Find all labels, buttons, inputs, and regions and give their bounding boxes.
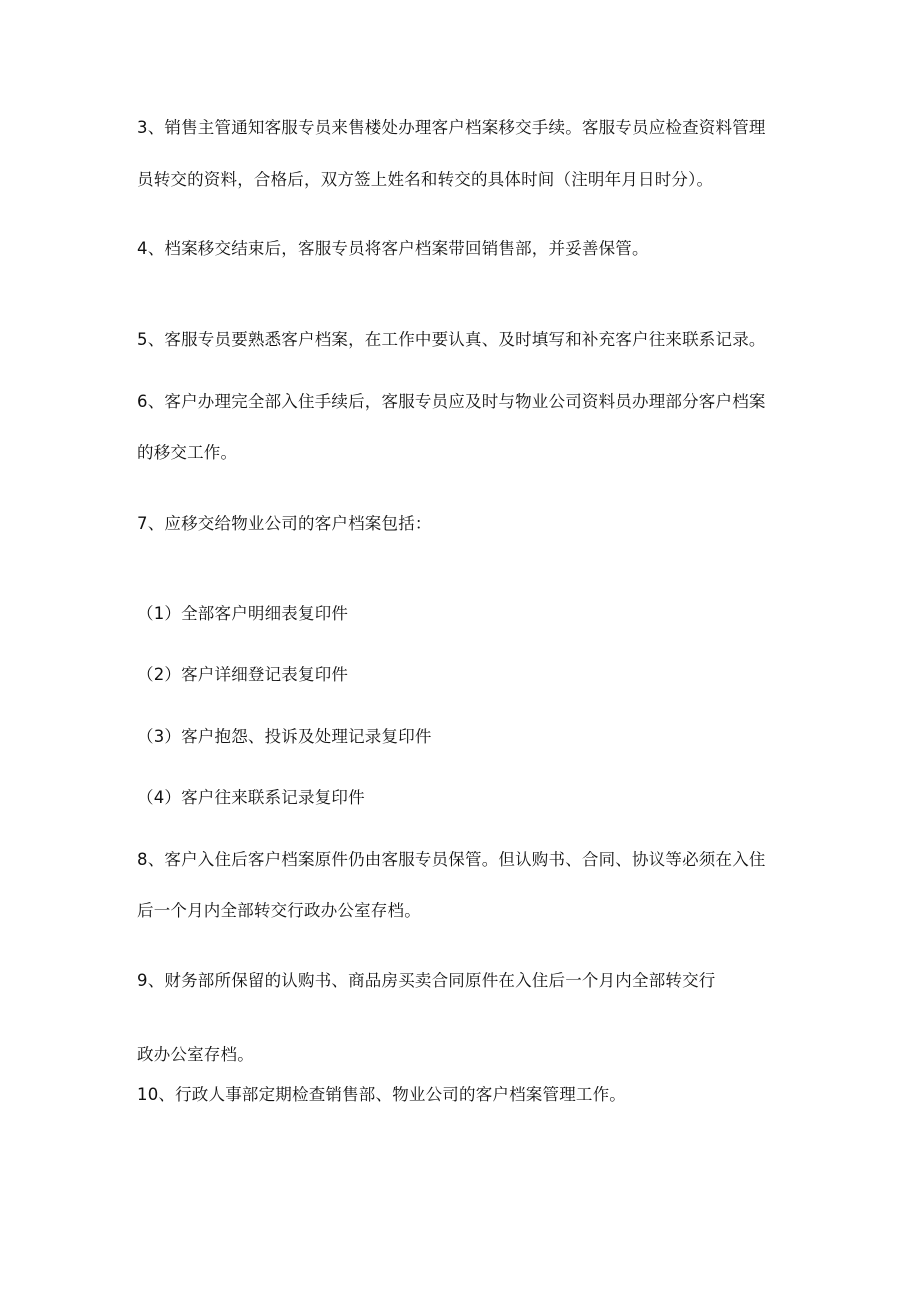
- paragraph-4: 4、档案移交结束后，客服专员将客户档案带回销售部，并妥善保管。: [137, 239, 649, 258]
- list-item-1: （1）全部客户明细表复印件: [137, 604, 349, 623]
- paragraph-3-line-1: 3、销售主管通知客服专员来售楼处办理客户档案移交手续。客服专员应检查资料管理: [137, 118, 766, 137]
- paragraph-5: 5、客服专员要熟悉客户档案，在工作中要认真、及时填写和补充客户往来联系记录。: [137, 330, 766, 349]
- paragraph-6-line-1: 6、客户办理完全部入住手续后，客服专员应及时与物业公司资料员办理部分客户档案: [137, 392, 766, 411]
- paragraph-9-line-2: 政办公室存档。: [137, 1045, 254, 1064]
- paragraph-10: 10、行政人事部定期检查销售部、物业公司的客户档案管理工作。: [137, 1085, 626, 1104]
- paragraph-8-line-2: 后一个月内全部转交行政办公室存档。: [137, 901, 421, 920]
- paragraph-6-line-2: 的移交工作。: [137, 443, 238, 462]
- list-item-3: （3）客户抱怨、投诉及处理记录复印件: [137, 727, 432, 746]
- list-item-4: （4）客户往来联系记录复印件: [137, 788, 365, 807]
- paragraph-3-line-2: 员转交的资料，合格后，双方签上姓名和转交的具体时间（注明年月日时分）。: [137, 170, 714, 189]
- paragraph-8-line-1: 8、客户入住后客户档案原件仍由客服专员保管。但认购书、合同、协议等必须在入住: [137, 850, 766, 869]
- paragraph-7: 7、应移交给物业公司的客户档案包括：: [137, 514, 432, 533]
- list-item-2: （2）客户详细登记表复印件: [137, 665, 349, 684]
- paragraph-9-line-1: 9、财务部所保留的认购书、商品房买卖合同原件在入住后一个月内全部转交行: [137, 971, 716, 990]
